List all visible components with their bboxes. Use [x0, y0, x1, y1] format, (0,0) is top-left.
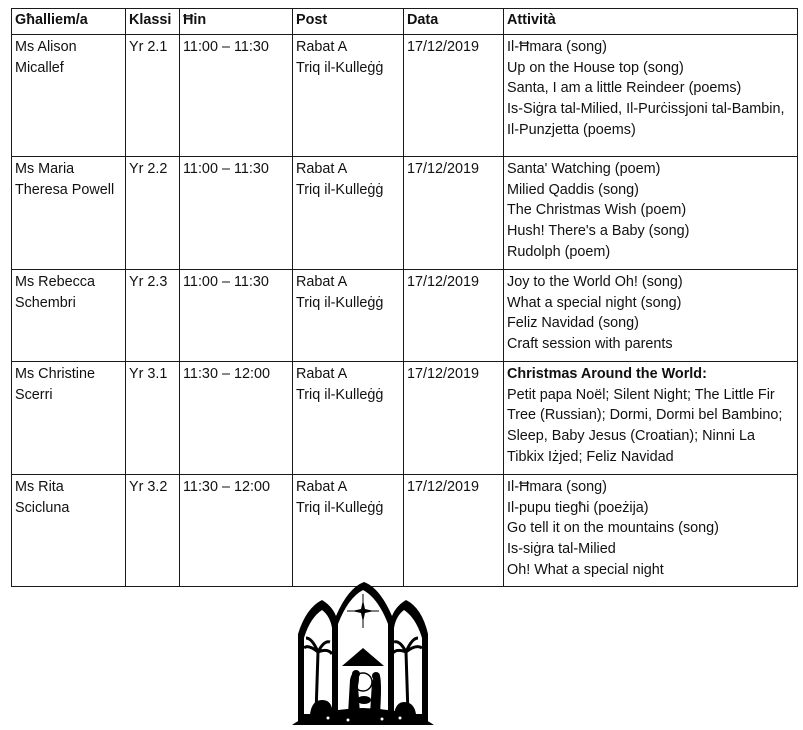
- class-cell: Yr 3.2: [126, 474, 180, 586]
- place-line: Rabat A: [296, 478, 348, 495]
- activity-item: Joy to the World Oh! (song): [507, 273, 683, 290]
- place-line: Rabat A: [296, 365, 348, 382]
- teacher-cell: [12, 474, 126, 586]
- teacher-line: Ms Christine: [15, 365, 95, 382]
- activity-item: What a special night (song): [507, 294, 682, 311]
- class-cell: Yr 2.2: [126, 156, 180, 269]
- activity-item: Oh! What a special night: [507, 561, 664, 578]
- teacher-line: Theresa Powell: [15, 181, 115, 198]
- date-cell: 17/12/2019: [404, 361, 504, 474]
- activity-item: Rudolph (poem): [507, 243, 611, 260]
- place-line: Triq il-Kulleġġ: [296, 294, 384, 311]
- table-row: [12, 361, 798, 474]
- header-time: Ħin: [180, 9, 293, 35]
- activity-cell: [504, 156, 798, 269]
- class-cell: Yr 2.1: [126, 34, 180, 156]
- teacher-cell: [12, 269, 126, 361]
- teacher-line: Scerri: [15, 386, 53, 403]
- place-cell: [293, 361, 404, 474]
- table-row: [12, 156, 798, 269]
- place-line: Rabat A: [296, 273, 348, 290]
- class-cell: Yr 2.3: [126, 269, 180, 361]
- time-cell: 11:00 – 11:30: [180, 156, 293, 269]
- teacher-line: Ms Rebecca: [15, 273, 95, 290]
- activity-item: Il-Ħmara (song): [507, 38, 607, 55]
- activity-text: Petit papa Noël; Silent Night; The Little Fir Tree (Russian); Dormi, Dormi bel Bambino; Sleep, Baby Jesus (Croatian); Ninni La Tibkix Iżjed; Feliz Navidad: [507, 386, 783, 465]
- activity-item: Up on the House top (song): [507, 59, 684, 76]
- nativity-scene-icon: [292, 582, 434, 725]
- teacher-line: Ms Alison: [15, 38, 77, 55]
- time-cell: 11:30 – 12:00: [180, 474, 293, 586]
- table-row: [12, 34, 798, 156]
- activity-item: Is-siġra tal-Milied: [507, 541, 616, 558]
- activity-cell: [504, 34, 798, 156]
- schedule-table: [11, 8, 798, 587]
- time-cell: 11:30 – 12:00: [180, 361, 293, 474]
- place-cell: [293, 156, 404, 269]
- activity-item: Is-Siġra tal-Milied, Il-Purċissjoni tal-Bambin, Il-Punzjetta (poems): [507, 101, 785, 138]
- activity-item: Santa, I am a little Reindeer (poems): [507, 80, 742, 97]
- activity-item: Feliz Navidad (song): [507, 315, 639, 332]
- activity-cell: [504, 361, 798, 474]
- activity-item: Il-pupu tiegħi (poeżija): [507, 499, 649, 516]
- place-line: Triq il-Kulleġġ: [296, 59, 384, 76]
- date-cell: 17/12/2019: [404, 34, 504, 156]
- class-cell: Yr 3.1: [126, 361, 180, 474]
- activity-cell: [504, 269, 798, 361]
- time-cell: 11:00 – 11:30: [180, 269, 293, 361]
- time-cell: 11:00 – 11:30: [180, 34, 293, 156]
- activity-item: Milied Qaddis (song): [507, 181, 639, 198]
- table-row: [12, 474, 798, 586]
- header-activity: Attività: [504, 9, 798, 35]
- header-class: Klassi: [126, 9, 180, 35]
- teacher-cell: [12, 156, 126, 269]
- place-line: Triq il-Kulleġġ: [296, 386, 384, 403]
- activity-item: Go tell it on the mountains (song): [507, 520, 719, 537]
- place-line: Rabat A: [296, 160, 348, 177]
- teacher-line: Ms Rita: [15, 478, 64, 495]
- place-cell: [293, 269, 404, 361]
- teacher-line: Schembri: [15, 294, 76, 311]
- teacher-line: Micallef: [15, 59, 64, 76]
- header-date: Data: [404, 9, 504, 35]
- activity-cell: [504, 474, 798, 586]
- activity-item: The Christmas Wish (poem): [507, 202, 687, 219]
- activity-item: Craft session with parents: [507, 336, 673, 353]
- date-cell: 17/12/2019: [404, 474, 504, 586]
- place-line: Rabat A: [296, 38, 348, 55]
- header-teacher: Għalliem/a: [12, 9, 126, 35]
- date-cell: 17/12/2019: [404, 156, 504, 269]
- table-row: [12, 269, 798, 361]
- place-line: Triq il-Kulleġġ: [296, 499, 384, 516]
- place-cell: [293, 474, 404, 586]
- teacher-cell: [12, 34, 126, 156]
- teacher-cell: [12, 361, 126, 474]
- activity-heading: Christmas Around the World:: [507, 365, 707, 382]
- header-place: Post: [293, 9, 404, 35]
- teacher-line: Scicluna: [15, 499, 70, 516]
- activity-item: Hush! There's a Baby (song): [507, 223, 690, 240]
- activity-item: Il-Ħmara (song): [507, 478, 607, 495]
- place-line: Triq il-Kulleġġ: [296, 181, 384, 198]
- activity-item: Santa' Watching (poem): [507, 160, 661, 177]
- date-cell: 17/12/2019: [404, 269, 504, 361]
- place-cell: [293, 34, 404, 156]
- header-row: [12, 9, 798, 35]
- teacher-line: Ms Maria: [15, 160, 75, 177]
